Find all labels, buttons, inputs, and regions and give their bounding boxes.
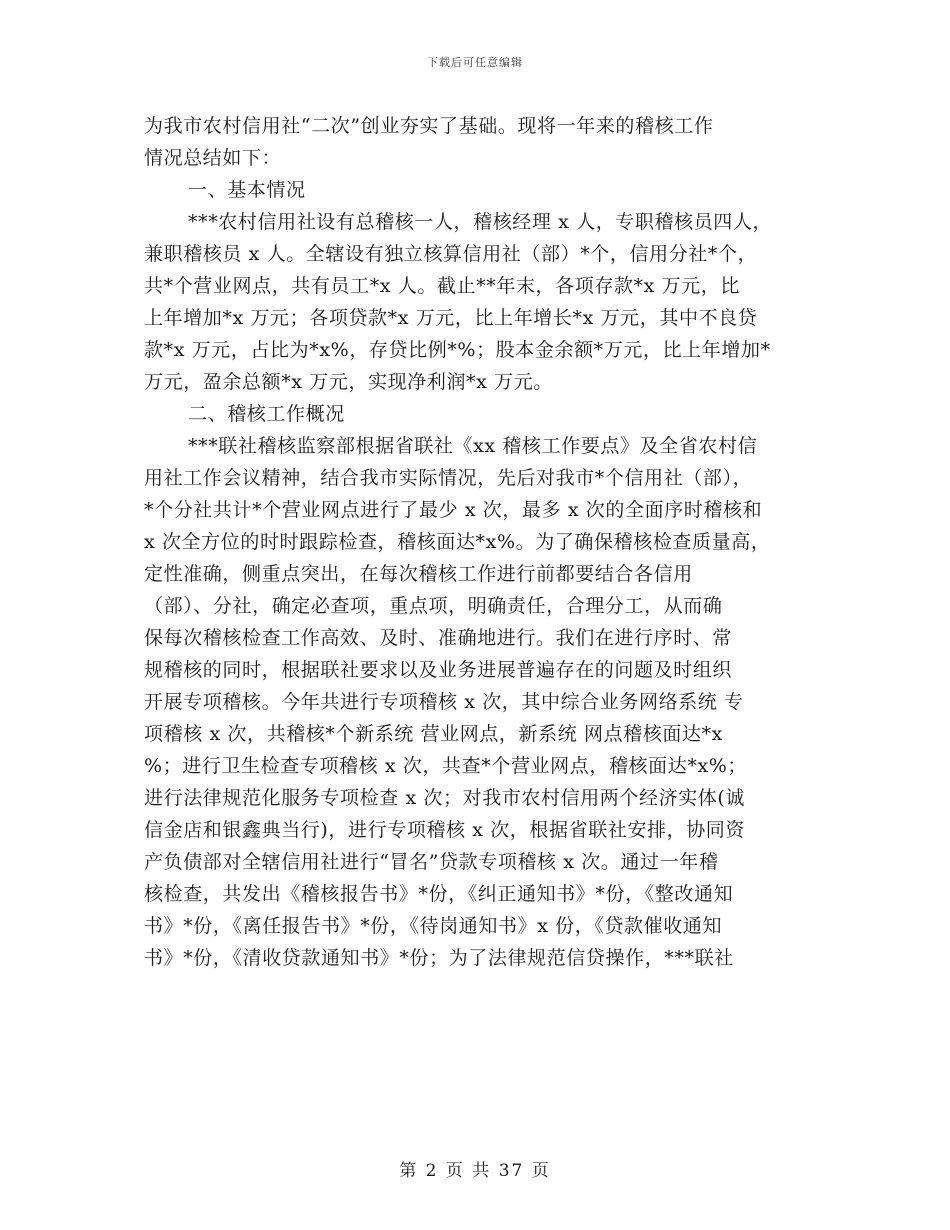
paragraph-line: 上年增加*x 万元；各项贷款*x 万元，比上年增长*x 万元，其中不良贷: [144, 307, 758, 329]
paragraph-line: （部）、分社，确定必查项，重点项，明确责任，合理分工，从而确: [144, 595, 723, 617]
paragraph-line: 情况总结如下：: [144, 147, 282, 169]
paragraph-line: 书》*份，《清收贷款通知书》*份；为了法律规范信贷操作，***联社: [144, 947, 734, 969]
paragraph-line: 万元，盈余总额*x 万元，实现净利润*x 万元。: [144, 371, 553, 393]
header-note: 下载后可任意编辑: [427, 56, 523, 69]
paragraph-line: 保每次稽核检查工作高效、及时、准确地进行。我们在进行序时、常: [144, 627, 733, 649]
paragraph-line: %；进行卫生检查专项稽核 x 次，共查*个营业网点，稽核面达*x%；: [144, 755, 748, 777]
paragraph-line: 书》*份，《离任报告书》*份，《待岗通知书》x 份，《贷款催收通知: [144, 915, 723, 937]
paragraph-line: 定性准确，侧重点突出，在每次稽核工作进行前都要结合各信用: [144, 563, 693, 585]
paragraph-line: ***农村信用社设有总稽核一人，稽核经理 x 人，专职稽核员四人，: [188, 211, 773, 233]
paragraph-line: ***联社稽核监察部根据省联社《xx 稽核工作要点》及全省农村信: [188, 435, 758, 457]
paragraph-line: 规稽核的同时，根据联社要求以及业务进展普遍存在的问题及时组织: [144, 659, 733, 681]
paragraph-line: 开展专项稽核。今年共进行专项稽核 x 次，其中综合业务网络系统 专: [144, 691, 744, 713]
paragraph-line: 为我市农村信用社“二次”创业夯实了基础。现将一年来的稽核工作: [144, 115, 714, 137]
paragraph-line: 共*个营业网点，共有员工*x 人。截止**年末，各项存款*x 万元，比: [144, 275, 741, 297]
section-heading: 一、基本情况: [188, 179, 306, 201]
paragraph-line: 信金店和银鑫典当行)，进行专项稽核 x 次，根据省联社安排，协同资: [144, 819, 746, 841]
page-number: 第 2 页 共 37 页: [399, 1161, 551, 1181]
paragraph-line: 兼职稽核员 x 人。全辖设有独立核算信用社（部）*个，信用分社*个，: [144, 243, 758, 265]
paragraph-line: x 次全方位的时时跟踪检查，稽核面达*x%。为了确保稽核检查质量高，: [144, 531, 771, 553]
document-body: [144, 110, 834, 974]
section-heading: 二、稽核工作概况: [188, 403, 345, 425]
paragraph-line: 用社工作会议精神，结合我市实际情况，先后对我市*个信用社（部），: [144, 467, 753, 489]
paragraph-line: 核检查，共发出《稽核报告书》*份，《纠正通知书》*份，《整改通知: [144, 883, 734, 905]
paragraph-line: 项稽核 x 次，共稽核*个新系统 营业网点，新系统 网点稽核面达*x: [144, 723, 723, 745]
paragraph-line: *个分社共计*个营业网点进行了最少 x 次，最多 x 次的全面序时稽核和: [144, 499, 763, 521]
paragraph-line: 款*x 万元，占比为*x%，存贷比例*%；股本金余额*万元，比上年增加*: [144, 339, 771, 361]
paragraph-line: 进行法律规范化服务专项检查 x 次；对我市农村信用两个经济实体(诚: [144, 787, 746, 809]
paragraph-line: 产负债部对全辖信用社进行“冒名”贷款专项稽核 x 次。通过一年稽: [144, 851, 719, 873]
